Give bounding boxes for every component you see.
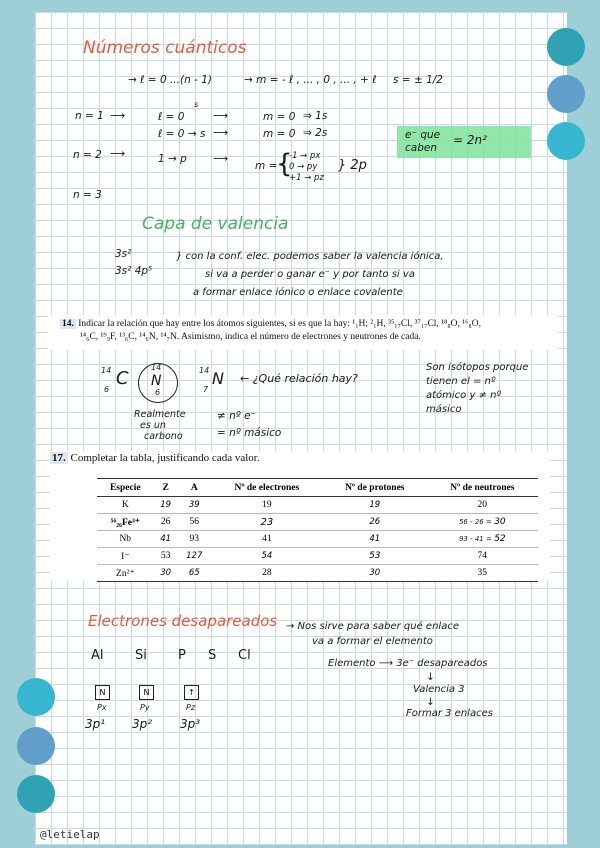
- table-row: [97, 514, 538, 531]
- n1-row1-m: m = 0: [263, 111, 296, 123]
- header-electrones: Nº de electrones: [211, 479, 323, 497]
- cell-neutrones: [427, 531, 538, 548]
- n1-row2-m: m = 0: [263, 128, 296, 140]
- green-note-line2: caben: [405, 142, 437, 154]
- c-mass: 14: [101, 366, 112, 375]
- cell-protones: 30: [323, 565, 427, 582]
- arrow: ⟶: [213, 110, 229, 122]
- isotopos-4: másico: [426, 404, 462, 415]
- c-z: 6: [104, 385, 110, 394]
- cell-electrones: 41: [211, 531, 323, 548]
- header-z: Z: [154, 479, 178, 497]
- header-a: A: [178, 479, 211, 497]
- green-note-line1: e⁻ que: [405, 129, 441, 141]
- cell-neutrones: 35: [427, 565, 538, 582]
- orbital-box: ↑: [184, 685, 199, 700]
- table-row: [97, 497, 538, 514]
- element-s: S: [208, 648, 217, 663]
- n1-row1-s: s: [194, 100, 199, 109]
- arrow: ⟶: [110, 148, 126, 160]
- cell-neutrones-value: 30: [494, 517, 506, 527]
- valencia-config1: 3s²: [115, 248, 132, 260]
- element-p: P: [178, 648, 186, 663]
- n2-brace: {: [276, 149, 293, 179]
- orbital-config: 3p¹: [85, 717, 106, 731]
- rule-s: s = ± 1/2: [393, 74, 443, 86]
- cell-especie: Nb: [97, 531, 154, 548]
- n2-m-opt2: 0 → py: [289, 162, 318, 172]
- decorative-dot: [547, 122, 585, 160]
- question-14-text-line1: Indicar la relación que hay entre los átomos siguientes, si es que la hay: ¹₁H; ²₁H, ³⁵₁₇Cl, ³⁷₁₇Cl, ¹⁸₈O, ¹⁶₈O,: [78, 319, 481, 329]
- flow-enlaces: Formar 3 enlaces: [406, 708, 493, 719]
- n2-label: n = 2: [73, 149, 102, 161]
- question-17-number: 17.: [52, 452, 66, 464]
- realmente: Realmente: [134, 409, 186, 420]
- cell-z: 53: [154, 548, 178, 565]
- cell-especie: I⁻: [97, 548, 154, 565]
- n2-result: } 2p: [338, 158, 367, 173]
- diff-mass: = nº másico: [217, 427, 282, 439]
- n-mass: 14: [151, 363, 162, 372]
- cell-electrones: 54: [211, 548, 323, 565]
- orbital-config: 3p³: [180, 717, 201, 731]
- cell-electrones: 23: [211, 514, 323, 531]
- cell-a: 93: [178, 531, 211, 548]
- cell-a: 56: [178, 514, 211, 531]
- cell-z: 30: [154, 565, 178, 582]
- n-bottom: 6: [155, 388, 161, 397]
- cell-especie: K: [97, 497, 154, 514]
- decorative-dot: [17, 775, 55, 813]
- cell-neutrones: 74: [427, 548, 538, 565]
- element-si: Si: [135, 648, 147, 663]
- decorative-dot: [17, 727, 55, 765]
- n1-row1-l: ℓ = 0: [158, 111, 185, 123]
- cell-protones: 53: [323, 548, 427, 565]
- calc-nb: 93 - 41 =: [458, 535, 492, 543]
- arrow: ⟶: [110, 110, 126, 122]
- cell-a: 127: [178, 548, 211, 565]
- isotopos-3: atómico y ≠ nº: [426, 390, 502, 401]
- valencia-config2: 3s² 4p⁵: [115, 265, 153, 277]
- cell-electrones: 19: [211, 497, 323, 514]
- rule-l: → ℓ = 0 ...(n - 1): [128, 74, 212, 86]
- cell-z: 19: [154, 497, 178, 514]
- valencia-line1: } con la conf. elec. podemos saber la valencia iónica,: [176, 251, 444, 262]
- cell-protones: 26: [323, 514, 427, 531]
- section-title-numeros-cuanticos: Números cuánticos: [83, 38, 247, 58]
- question-14: [48, 315, 558, 350]
- valencia-line2: si va a perder o ganar e⁻ y por tanto si va: [205, 269, 415, 280]
- orbital-label: Pz: [186, 703, 196, 712]
- orbital-label: Px: [97, 703, 107, 712]
- table-row: [97, 531, 538, 548]
- decorative-dot: [17, 678, 55, 716]
- electrones-explain2: va a formar el elemento: [312, 636, 433, 647]
- electrones-explain1: → Nos sirve para saber qué enlace: [286, 621, 459, 632]
- n-symbol: N: [151, 373, 162, 389]
- isotopos-1: Son isótopos porque: [426, 362, 529, 373]
- c-symbol: C: [116, 368, 129, 389]
- relacion-question: ← ¿Qué relación hay?: [240, 372, 358, 385]
- section-title-capa-valencia: Capa de valencia: [142, 214, 289, 234]
- arrow: ⟶: [213, 153, 229, 165]
- species-table: [97, 478, 538, 582]
- n2-symbol: N: [212, 369, 224, 388]
- cell-a: 39: [178, 497, 211, 514]
- es-un: es un: [140, 420, 166, 431]
- n3-label: n = 3: [73, 189, 102, 201]
- green-note-formula: = 2n²: [453, 133, 487, 147]
- n2-m-opt3: +1 → pz: [289, 173, 324, 183]
- cell-neutrones: 20: [427, 497, 538, 514]
- orbital-config: 3p²: [132, 717, 153, 731]
- decorative-dot: [547, 75, 585, 113]
- n1-row2-l: ℓ = 0 → s: [158, 128, 206, 140]
- n1-row1-result: ⇒ 1s: [303, 110, 328, 122]
- orbital-box: N: [139, 685, 154, 700]
- header-neutrones: Nº de neutrones: [427, 479, 538, 497]
- cell-z: 41: [154, 531, 178, 548]
- table-header-row: [97, 479, 538, 497]
- element-al: Al: [91, 648, 104, 663]
- watermark: @letielap: [40, 828, 100, 841]
- cell-protones: 19: [323, 497, 427, 514]
- carbono: carbono: [144, 431, 183, 442]
- decorative-dot: [547, 28, 585, 66]
- question-14-text-line2: ¹⁴₆C, ¹⁹₉F, ¹³₆C, ¹⁴₆N, ¹⁴₇N. Asimismo, indica el número de electrones y neutrones de cada.: [80, 332, 421, 342]
- n2-m: m =: [255, 160, 278, 172]
- question-14-number: 14.: [62, 319, 74, 329]
- cell-especie: ⁵⁶₂₆Fe³⁺: [97, 514, 154, 531]
- n2-z: 7: [203, 385, 209, 394]
- question-17: [50, 452, 260, 465]
- cell-especie: Zn²⁺: [97, 565, 154, 582]
- n2-m-opt1: -1 → px: [289, 151, 321, 161]
- table-row: [97, 565, 538, 582]
- section-title-electrones: Electrones desapareados: [88, 612, 278, 630]
- cell-z: 26: [154, 514, 178, 531]
- cell-protones: 41: [323, 531, 427, 548]
- question-17-text: Completar la tabla, justificando cada valor.: [70, 452, 260, 464]
- n2-mass: 14: [199, 366, 210, 375]
- arrow: ⟶: [213, 127, 229, 139]
- cell-a: 65: [178, 565, 211, 582]
- n1-label: n = 1: [75, 110, 104, 122]
- flow-valencia: Valencia 3: [413, 684, 465, 695]
- n2-l: 1 → p: [158, 153, 187, 165]
- header-especie: Especie: [97, 479, 154, 497]
- flow-elemento: Elemento ⟶ 3e⁻ desapareados: [328, 658, 488, 669]
- orbital-box: N: [95, 685, 110, 700]
- cell-electrones: 28: [211, 565, 323, 582]
- flow-arrow: ↓: [426, 671, 435, 683]
- cell-neutrones-value: 52: [494, 534, 506, 544]
- orbital-label: Py: [140, 703, 150, 712]
- flow-arrow: ↓: [426, 696, 435, 708]
- element-cl: Cl: [238, 648, 251, 663]
- cell-neutrones: [427, 514, 538, 531]
- valencia-line3: a formar enlace iónico o enlace covalente: [193, 287, 403, 298]
- header-protones: Nº de protones: [323, 479, 427, 497]
- isotopos-2: tienen el = nº: [426, 376, 496, 387]
- calc-fe: 56 - 26 =: [458, 518, 492, 526]
- table-row: [97, 548, 538, 565]
- rule-m: → m = - ℓ , ... , 0 , ... , + ℓ: [244, 74, 377, 86]
- diff-electrons: ≠ nº e⁻: [217, 410, 257, 422]
- n1-row2-result: ⇒ 2s: [303, 127, 328, 139]
